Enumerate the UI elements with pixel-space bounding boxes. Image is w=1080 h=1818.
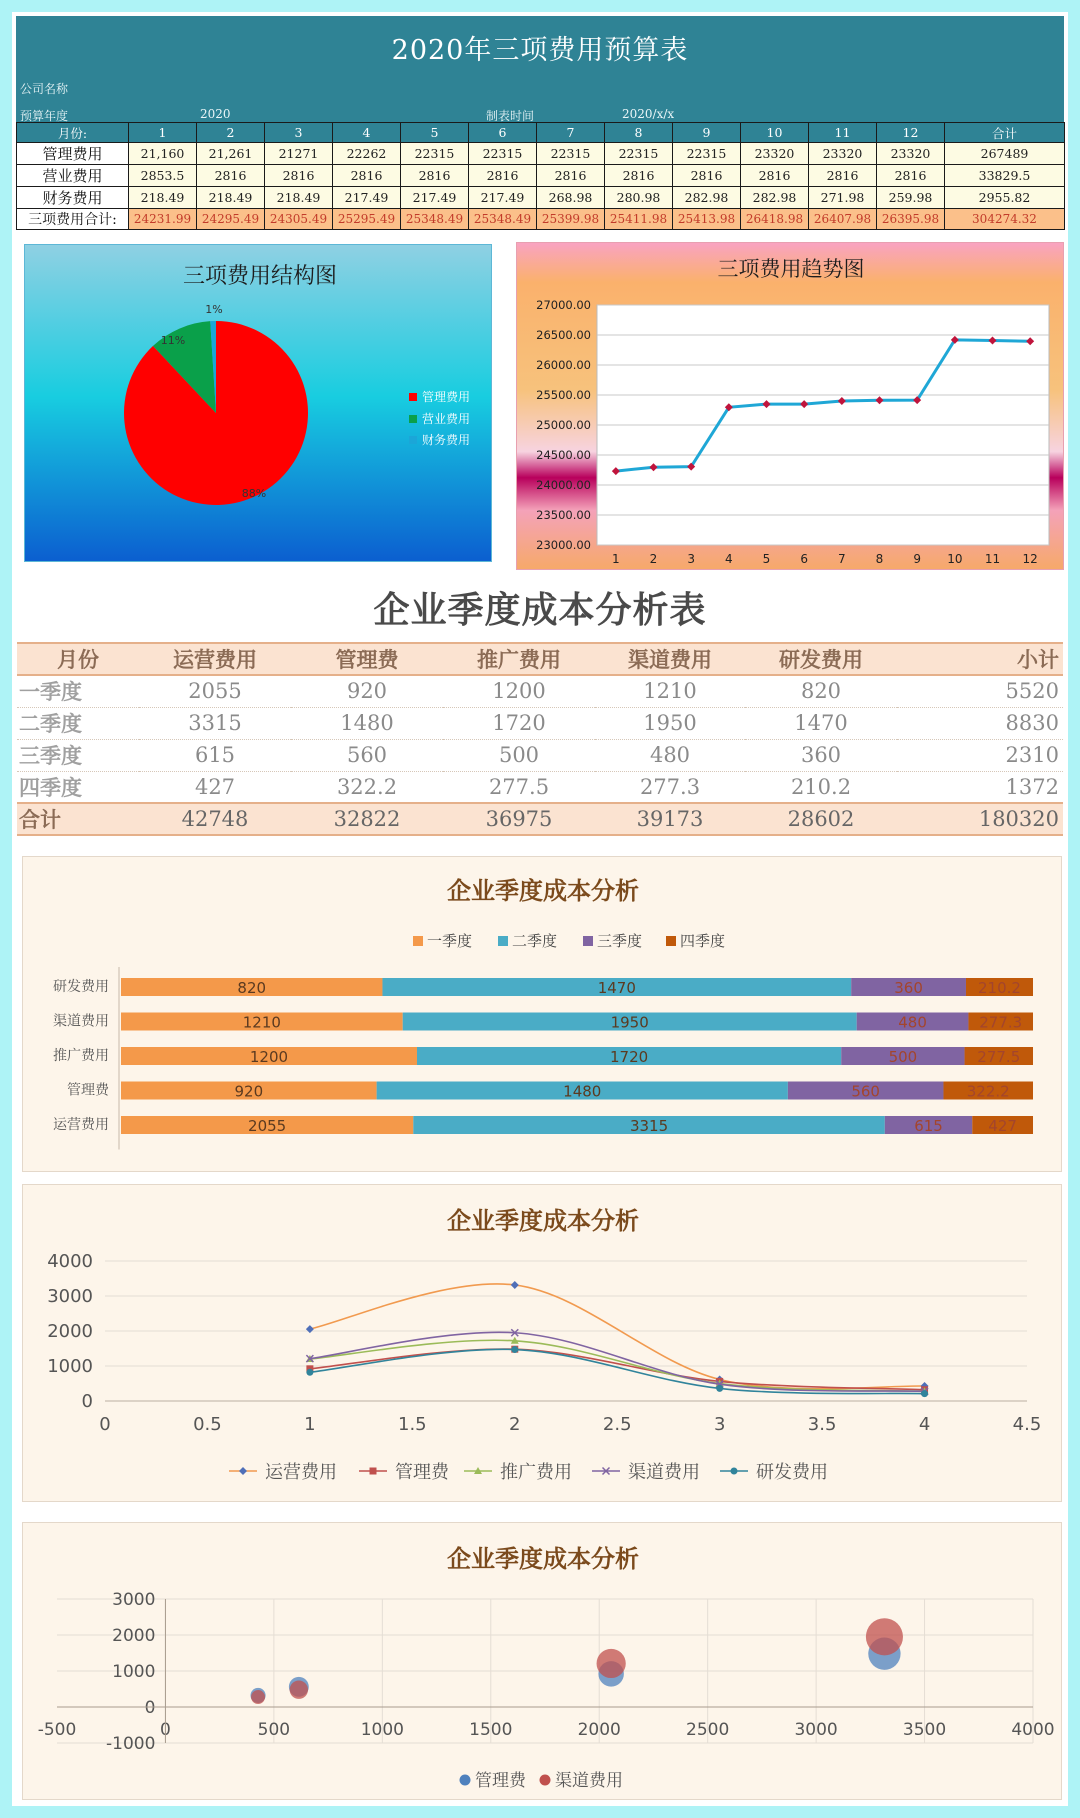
bar-data-label: 1950 — [610, 1013, 649, 1032]
month-header-cell: 8 — [605, 123, 673, 143]
line-y-tick: 0 — [81, 1391, 93, 1412]
line-series — [310, 1284, 925, 1389]
quarter-cell: 1720 — [443, 707, 595, 739]
bar-data-label: 1200 — [249, 1048, 289, 1066]
company-name-label: 公司名称 — [20, 82, 69, 96]
quarter-cell: 820 — [745, 675, 897, 707]
pie-legend-item — [409, 431, 470, 448]
budget-row-total: 33829.5 — [945, 165, 1065, 187]
quarter-cell: 8830 — [897, 707, 1063, 739]
bubble-x-tick: 3500 — [902, 1720, 947, 1740]
bubble-chart — [23, 1523, 1063, 1801]
bar-category-label: 管理费 — [67, 1082, 109, 1099]
bubble-point — [866, 1618, 903, 1655]
month-label-cell: 月份: — [17, 123, 129, 143]
budget-sum-cell: 25295.49 — [333, 209, 401, 230]
bubble-legend-swatch — [540, 1775, 551, 1786]
quarter-cell: 322.2 — [291, 771, 443, 803]
budget-cell: 23320 — [877, 143, 945, 165]
quarter-sum-label: 合计 — [17, 803, 139, 835]
bubble-x-tick: -500 — [37, 1720, 77, 1740]
quarter-bar-chart-panel — [22, 856, 1062, 1172]
budget-cell: 282.98 — [673, 187, 741, 209]
pie-data-label: 88% — [241, 487, 267, 500]
line-x-tick: 2 — [509, 1414, 521, 1435]
line-legend-label: 运营费用 — [265, 1462, 337, 1483]
budget-sum-total: 304274.32 — [945, 209, 1065, 230]
budget-cell: 2816 — [333, 165, 401, 187]
bar-legend-swatch — [498, 936, 508, 946]
bubble-y-tick: -1000 — [106, 1734, 156, 1754]
quarter-header-cell: 管理费 — [291, 643, 443, 675]
bar-legend-swatch — [583, 936, 593, 946]
trend-y-tick: 27000.00 — [536, 298, 591, 312]
pie-legend-item — [409, 410, 470, 427]
trend-x-tick: 3 — [687, 552, 695, 566]
budget-cell: 22315 — [605, 143, 673, 165]
quarter-cell: 5520 — [897, 675, 1063, 707]
bar-chart-title: 企业季度成本分析 — [447, 877, 639, 905]
trend-x-tick: 6 — [800, 552, 808, 566]
trend-x-tick: 8 — [875, 552, 884, 566]
budget-row-label: 财务费用 — [17, 187, 129, 209]
month-header-cell: 9 — [673, 123, 741, 143]
line-point — [511, 1346, 518, 1353]
quarter-sum-row — [17, 803, 1063, 835]
budget-cell: 259.98 — [877, 187, 945, 209]
pie-chart-title: 三项费用结构图 — [182, 264, 337, 289]
quarter-sum-cell: 32822 — [291, 803, 443, 835]
quarter-label-cell: 三季度 — [17, 739, 139, 771]
budget-cell: 2816 — [401, 165, 469, 187]
month-header-cell: 7 — [537, 123, 605, 143]
bar-category-label: 推广费用 — [53, 1048, 109, 1064]
month-header-cell: 3 — [265, 123, 333, 143]
budget-sum-label: 三项费用合计: — [17, 209, 129, 230]
bar-legend-label: 一季度 — [427, 932, 473, 950]
month-header-cell: 6 — [469, 123, 537, 143]
line-chart-title: 企业季度成本分析 — [447, 1207, 639, 1235]
quarter-sum-cell: 28602 — [745, 803, 897, 835]
quarter-cell: 210.2 — [745, 771, 897, 803]
budget-row — [17, 143, 1065, 165]
bar-legend-label: 三季度 — [597, 932, 643, 950]
line-series — [310, 1332, 925, 1391]
trend-x-tick: 1 — [612, 552, 620, 566]
line-legend-label: 研发费用 — [756, 1462, 828, 1483]
budget-cell: 282.98 — [741, 187, 809, 209]
trend-x-tick: 4 — [725, 552, 733, 566]
budget-sum-cell: 25348.49 — [469, 209, 537, 230]
line-y-tick: 2000 — [47, 1321, 93, 1342]
line-x-tick: 0.5 — [193, 1414, 222, 1435]
bar-category-label: 运营费用 — [53, 1117, 109, 1133]
budget-sum-cell: 25399.98 — [537, 209, 605, 230]
bar-data-label: 500 — [888, 1048, 918, 1066]
quarter-cell: 277.3 — [595, 771, 745, 803]
quarter-cell: 1200 — [443, 675, 595, 707]
bar-data-label: 3315 — [629, 1117, 669, 1135]
quarter-cell: 1372 — [897, 771, 1063, 803]
bar-data-label: 277.5 — [977, 1048, 1021, 1066]
budget-sum-cell: 24295.49 — [197, 209, 265, 230]
trend-x-tick: 9 — [913, 552, 921, 566]
quarter-header-cell: 推广费用 — [443, 643, 595, 675]
budget-cell: 22315 — [469, 143, 537, 165]
made-time-label: 制表时间 — [486, 109, 535, 123]
line-point — [306, 1369, 313, 1376]
budget-cell: 268.98 — [537, 187, 605, 209]
quarter-cell: 360 — [745, 739, 897, 771]
budget-cell: 22262 — [333, 143, 401, 165]
bar-data-label: 427 — [988, 1117, 1017, 1135]
budget-row-label: 管理费用 — [17, 143, 129, 165]
legend-swatch-icon — [409, 415, 417, 423]
quarter-label-cell: 一季度 — [17, 675, 139, 707]
bubble-x-tick: 2000 — [577, 1720, 621, 1740]
quarter-cell: 1480 — [291, 707, 443, 739]
bar-data-label: 322.2 — [966, 1082, 1010, 1101]
month-header-cell: 10 — [741, 123, 809, 143]
line-series — [310, 1349, 925, 1390]
budget-year-label: 预算年度 — [20, 109, 69, 123]
bar-data-label: 360 — [894, 979, 923, 997]
trend-y-tick: 23500.00 — [536, 508, 591, 522]
quarter-cell: 480 — [595, 739, 745, 771]
quarter-header-cell: 研发费用 — [745, 643, 897, 675]
bar-data-label: 1210 — [242, 1013, 281, 1032]
quarter-row — [17, 771, 1063, 803]
budget-year-value: 2020 — [200, 107, 231, 121]
budget-cell: 23320 — [809, 143, 877, 165]
quarter-cost-table — [17, 642, 1063, 836]
bar-category-label: 渠道费用 — [53, 1013, 109, 1030]
bar-data-label: 820 — [237, 979, 267, 997]
budget-header — [16, 16, 1064, 122]
quarter-bubble-chart-panel — [22, 1522, 1062, 1800]
line-point — [370, 1468, 377, 1475]
quarter-cell: 2310 — [897, 739, 1063, 771]
bar-legend-label: 二季度 — [512, 932, 558, 950]
line-x-tick: 2.5 — [602, 1414, 632, 1435]
quarter-cell: 1210 — [595, 675, 745, 707]
budget-row — [17, 165, 1065, 187]
line-point — [716, 1385, 723, 1392]
legend-swatch-icon — [409, 393, 417, 401]
month-header-cell: 12 — [877, 123, 945, 143]
quarter-row — [17, 739, 1063, 771]
budget-sum-cell: 25413.98 — [673, 209, 741, 230]
quarter-label-cell: 二季度 — [17, 707, 139, 739]
trend-y-tick: 23000.00 — [536, 538, 591, 552]
quarter-cell: 615 — [139, 739, 291, 771]
quarter-header-cell: 月份 — [17, 643, 139, 675]
line-y-tick: 4000 — [47, 1251, 93, 1272]
line-point — [306, 1325, 314, 1333]
budget-cell: 218.49 — [197, 187, 265, 209]
quarter-cell: 500 — [443, 739, 595, 771]
bar-data-label: 1480 — [563, 1082, 602, 1101]
stacked-bar-chart — [23, 857, 1063, 1173]
trend-x-tick: 5 — [762, 552, 771, 566]
bubble-y-tick: 3000 — [112, 1590, 156, 1610]
trend-chart-title: 三项费用趋势图 — [717, 257, 865, 281]
month-header-row — [17, 123, 1065, 143]
budget-cell: 2853.5 — [129, 165, 197, 187]
budget-sum-cell: 24305.49 — [265, 209, 333, 230]
quarter-table-title: 企业季度成本分析表 — [373, 590, 707, 631]
pie-data-label: 1% — [205, 303, 223, 316]
line-x-tick: 1 — [304, 1414, 316, 1435]
quarter-cell: 3315 — [139, 707, 291, 739]
bar-legend-swatch — [666, 936, 676, 946]
budget-cell: 21271 — [265, 143, 333, 165]
quarter-cell: 920 — [291, 675, 443, 707]
bar-data-label: 277.3 — [979, 1013, 1023, 1032]
line-legend-label: 推广费用 — [500, 1462, 572, 1483]
spreadsheet-sheet — [12, 12, 1068, 1806]
bar-data-label: 1720 — [610, 1048, 649, 1066]
quarter-sum-cell: 36975 — [443, 803, 595, 835]
budget-sum-cell: 26418.98 — [741, 209, 809, 230]
budget-sum-cell: 25348.49 — [401, 209, 469, 230]
quarter-header-cell: 运营费用 — [139, 643, 291, 675]
bubble-x-tick: 2500 — [686, 1720, 730, 1740]
line-y-tick: 1000 — [47, 1356, 93, 1377]
budget-cell: 280.98 — [605, 187, 673, 209]
budget-cell: 21,261 — [197, 143, 265, 165]
budget-cell: 2816 — [809, 165, 877, 187]
bubble-chart-title: 企业季度成本分析 — [447, 1545, 639, 1573]
budget-cell: 218.49 — [265, 187, 333, 209]
budget-sum-cell: 26395.98 — [877, 209, 945, 230]
budget-row — [17, 187, 1065, 209]
budget-cell: 2816 — [197, 165, 265, 187]
quarter-sum-cell: 39173 — [595, 803, 745, 835]
bar-data-label: 210.2 — [978, 979, 1021, 997]
line-x-tick: 3.5 — [807, 1414, 837, 1435]
trend-y-tick: 26000.00 — [536, 358, 591, 372]
bubble-legend-label: 管理费 — [475, 1771, 526, 1791]
trend-chart — [517, 243, 1065, 571]
budget-row-total: 2955.82 — [945, 187, 1065, 209]
budget-cell: 2816 — [469, 165, 537, 187]
bubble-x-tick: 500 — [257, 1720, 291, 1740]
month-header-cell: 4 — [333, 123, 401, 143]
bar-data-label: 560 — [851, 1082, 880, 1101]
bubble-point — [597, 1649, 626, 1678]
budget-cell: 22315 — [537, 143, 605, 165]
bubble-y-tick: 2000 — [112, 1626, 156, 1646]
budget-cell: 218.49 — [129, 187, 197, 209]
bubble-point — [251, 1690, 265, 1704]
line-chart — [23, 1185, 1063, 1503]
bubble-y-tick: 1000 — [112, 1662, 156, 1682]
budget-row-label: 营业费用 — [17, 165, 129, 187]
budget-cell: 2816 — [265, 165, 333, 187]
trend-y-tick: 24000.00 — [536, 478, 591, 492]
bar-data-label: 2055 — [248, 1117, 287, 1135]
line-x-tick: 1.5 — [398, 1414, 427, 1435]
trend-y-tick: 25500.00 — [536, 388, 591, 402]
quarter-sum-cell: 42748 — [139, 803, 291, 835]
bar-legend-swatch — [413, 936, 423, 946]
budget-cell: 2816 — [537, 165, 605, 187]
month-header-cell: 1 — [129, 123, 197, 143]
quarter-line-chart-panel — [22, 1184, 1062, 1502]
budget-table — [16, 122, 1065, 230]
quarter-cell: 1470 — [745, 707, 897, 739]
bar-data-label: 480 — [898, 1013, 927, 1032]
budget-cell: 22315 — [673, 143, 741, 165]
line-point — [511, 1281, 519, 1289]
budget-sum-row — [17, 209, 1065, 230]
budget-cell: 271.98 — [809, 187, 877, 209]
pie-legend-label: 管理费用 — [422, 390, 471, 404]
budget-cell: 21,160 — [129, 143, 197, 165]
bar-data-label: 1470 — [597, 979, 636, 997]
line-point — [731, 1468, 738, 1475]
quarter-sum-cell: 180320 — [897, 803, 1063, 835]
budget-cell: 2816 — [605, 165, 673, 187]
bar-legend-label: 四季度 — [680, 932, 726, 950]
budget-title: 2020年三项费用预算表 — [391, 35, 689, 66]
bubble-x-tick: 3000 — [794, 1720, 838, 1740]
bubble-legend-swatch — [460, 1775, 471, 1786]
pie-legend-item — [409, 388, 470, 405]
bubble-x-tick: 0 — [160, 1720, 171, 1740]
trend-x-tick: 12 — [1022, 552, 1038, 566]
trend-x-tick: 2 — [649, 552, 658, 566]
expense-structure-pie-panel — [24, 244, 492, 562]
line-x-tick: 4.5 — [1012, 1414, 1042, 1435]
trend-y-tick: 24500.00 — [536, 448, 591, 462]
made-time-value: 2020/x/x — [622, 107, 675, 121]
pie-legend-label: 财务费用 — [422, 433, 471, 447]
trend-x-tick: 7 — [838, 552, 846, 566]
line-point — [239, 1467, 247, 1475]
bubble-point — [290, 1681, 308, 1699]
pie-data-label: 11% — [160, 334, 186, 347]
line-x-tick: 0 — [99, 1414, 111, 1435]
expense-trend-panel — [516, 242, 1064, 570]
bar-data-label: 615 — [914, 1117, 943, 1135]
pie-legend-label: 营业费用 — [422, 412, 471, 426]
month-header-cell: 5 — [401, 123, 469, 143]
month-header-cell: 11 — [809, 123, 877, 143]
line-x-tick: 4 — [918, 1414, 931, 1435]
quarter-label-cell: 四季度 — [17, 771, 139, 803]
bubble-x-tick: 4000 — [1011, 1720, 1055, 1740]
quarter-cell: 427 — [139, 771, 291, 803]
quarter-row — [17, 707, 1063, 739]
budget-cell: 2816 — [673, 165, 741, 187]
trend-y-tick: 25000.00 — [536, 418, 591, 432]
quarter-cell: 2055 — [139, 675, 291, 707]
trend-y-tick: 26500.00 — [536, 328, 591, 342]
quarter-cell: 1950 — [595, 707, 745, 739]
bar-data-label: 920 — [234, 1082, 264, 1101]
bubble-x-tick: 1000 — [360, 1720, 404, 1740]
bubble-y-tick: 0 — [144, 1698, 156, 1718]
quarter-cell: 560 — [291, 739, 443, 771]
bar-category-label: 研发费用 — [53, 979, 109, 995]
quarter-header-row — [17, 643, 1063, 675]
quarter-cell: 277.5 — [443, 771, 595, 803]
budget-sum-cell: 25411.98 — [605, 209, 673, 230]
budget-sum-cell: 26407.98 — [809, 209, 877, 230]
budget-cell: 217.49 — [469, 187, 537, 209]
quarter-header-cell: 渠道费用 — [595, 643, 745, 675]
line-x-tick: 3 — [713, 1414, 726, 1435]
bubble-x-tick: 1500 — [469, 1720, 513, 1740]
budget-cell: 217.49 — [333, 187, 401, 209]
line-y-tick: 3000 — [47, 1286, 93, 1307]
month-header-cell: 2 — [197, 123, 265, 143]
budget-row-total: 267489 — [945, 143, 1065, 165]
quarter-row — [17, 675, 1063, 707]
line-legend-label: 管理费 — [395, 1462, 449, 1483]
trend-x-tick: 10 — [947, 552, 963, 566]
budget-cell: 2816 — [741, 165, 809, 187]
budget-sum-cell: 24231.99 — [129, 209, 197, 230]
legend-swatch-icon — [409, 436, 417, 444]
budget-cell: 23320 — [741, 143, 809, 165]
trend-x-tick: 11 — [984, 552, 1001, 566]
budget-cell: 22315 — [401, 143, 469, 165]
total-header-cell: 合计 — [945, 123, 1065, 143]
bubble-legend-label: 渠道费用 — [555, 1771, 623, 1791]
budget-cell: 2816 — [877, 165, 945, 187]
line-point — [921, 1390, 928, 1397]
line-legend-label: 渠道费用 — [628, 1462, 700, 1483]
budget-cell: 217.49 — [401, 187, 469, 209]
quarter-header-cell: 小计 — [897, 643, 1063, 675]
